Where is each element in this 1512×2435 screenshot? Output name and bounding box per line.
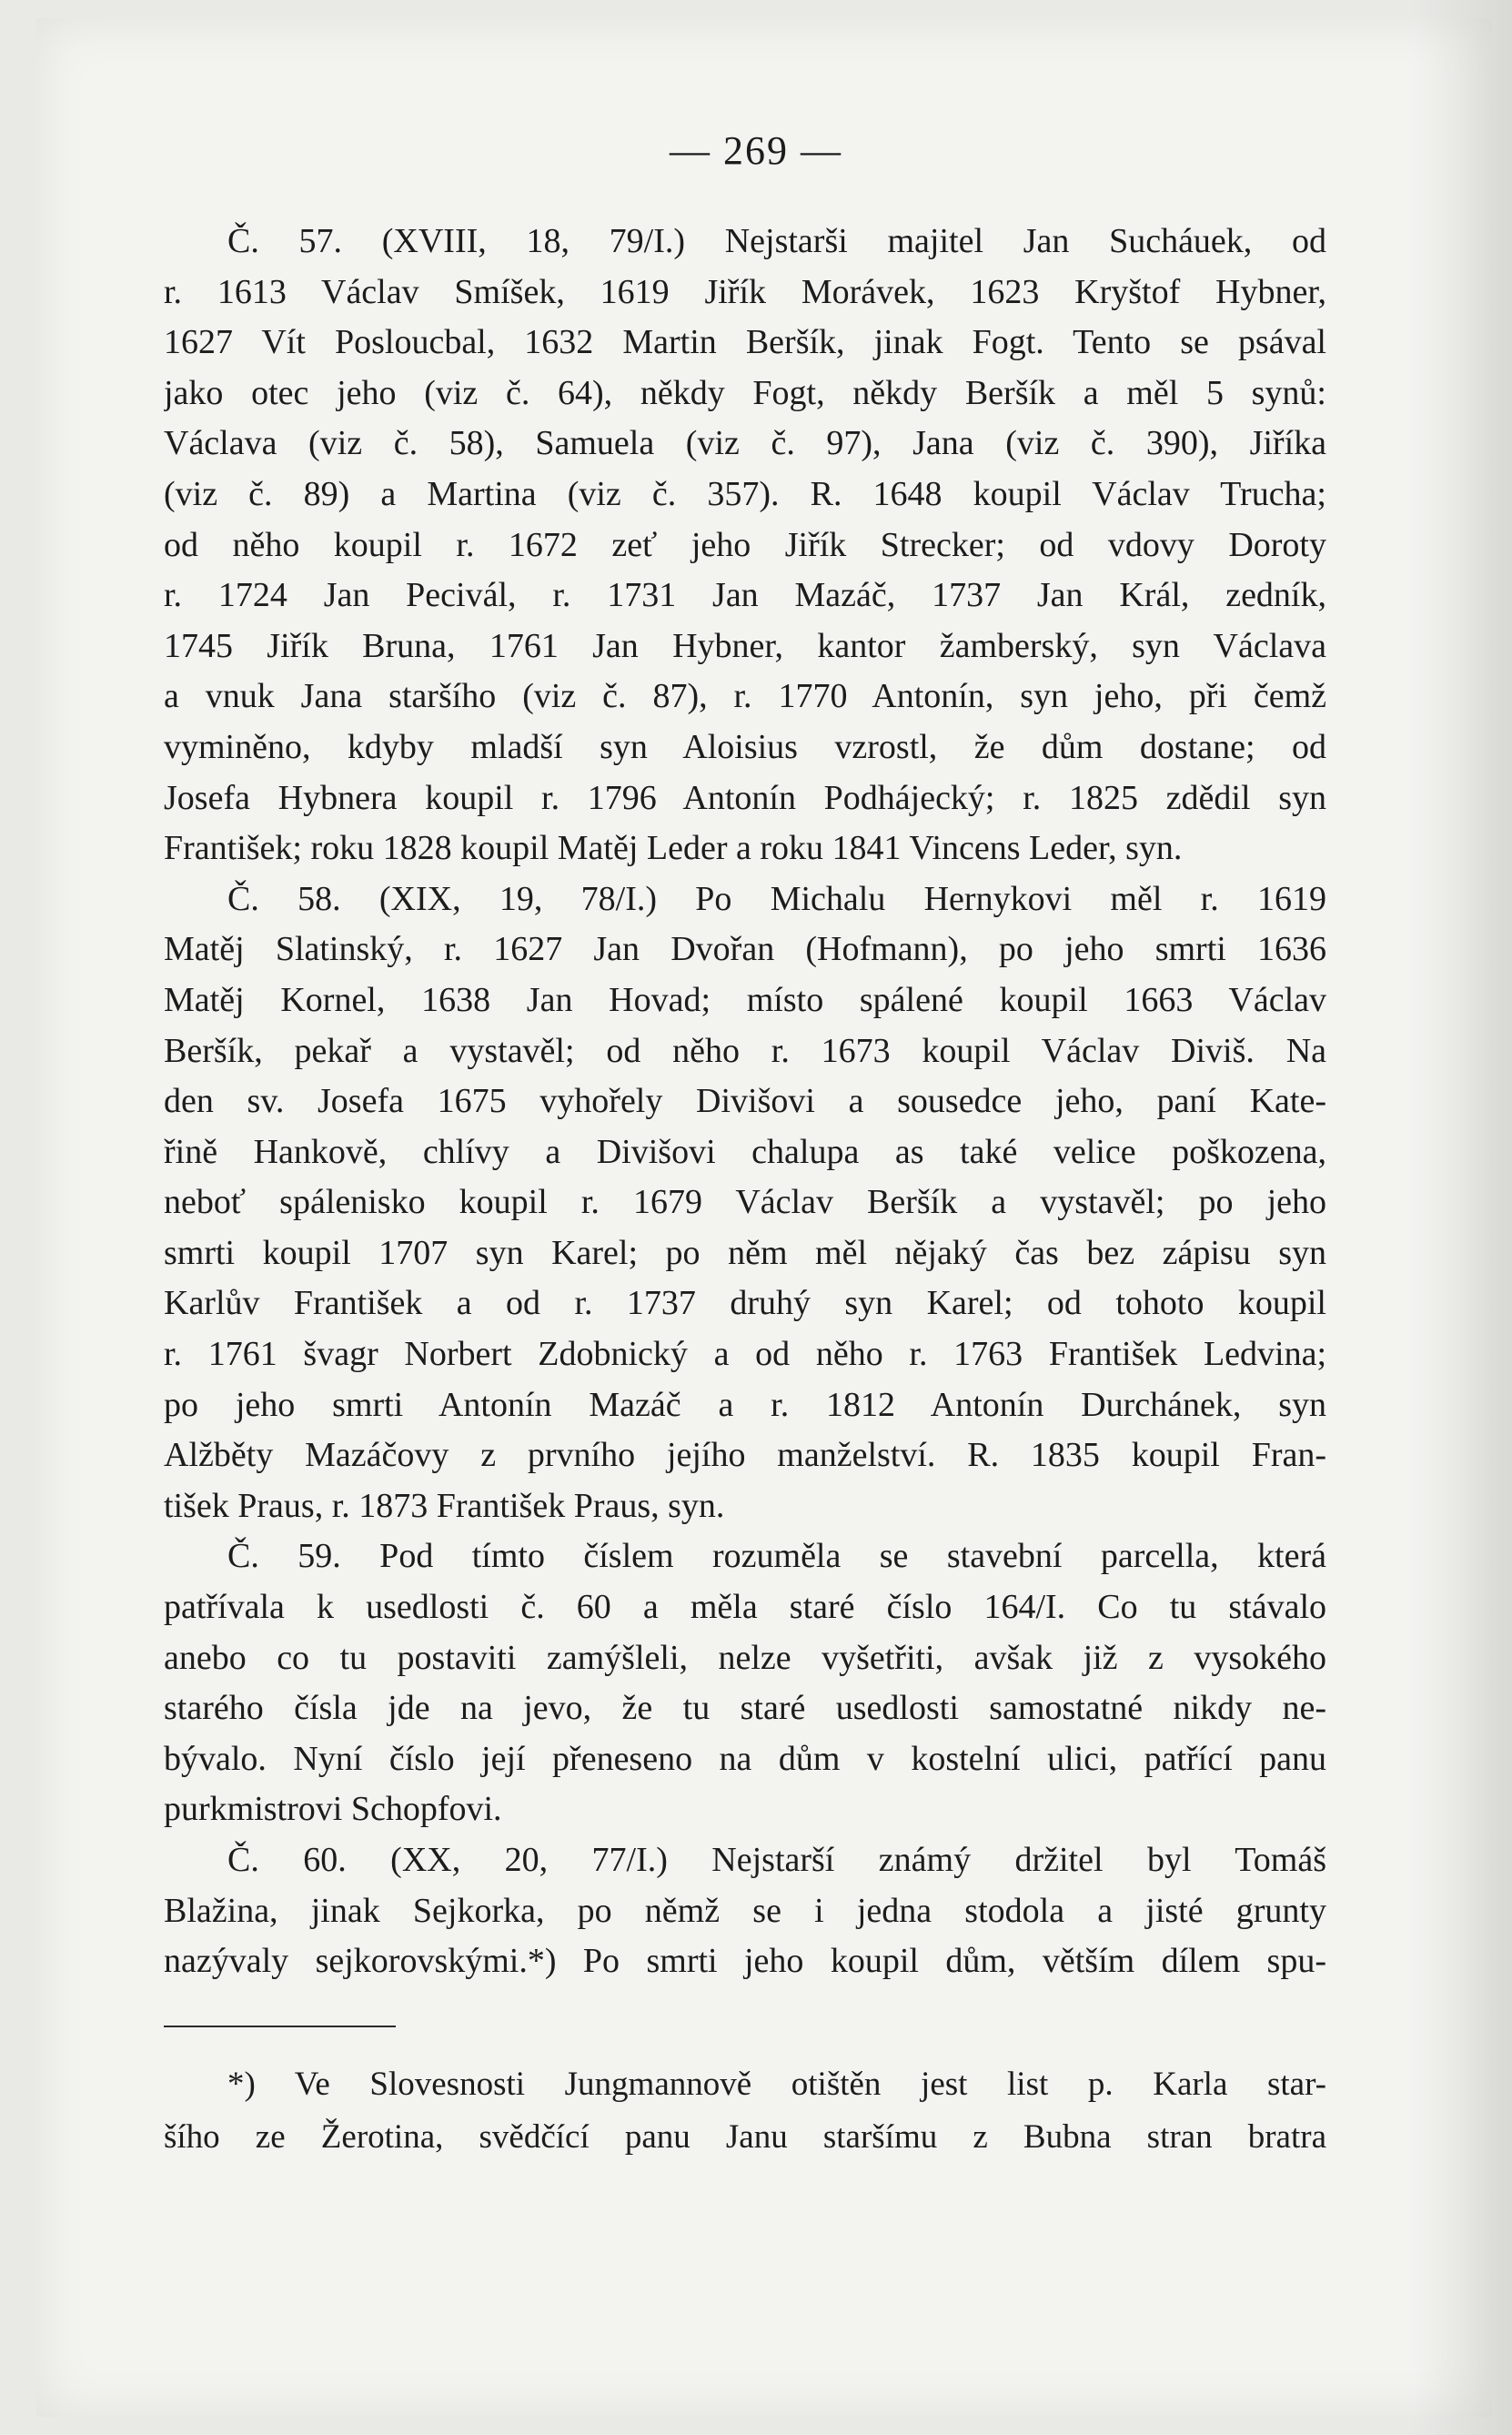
text-line: r. 1724 Jan Pecivál, r. 1731 Jan Mazáč, 1737 Jan Král, zedník, [164, 576, 1326, 615]
text-line: vyminěno, kdyby mladší syn Aloisius vzrostl, že dům dostane; od [164, 727, 1326, 766]
text-line: Beršík, pekař a vystavěl; od něho r. 1673 koupil Václav Diviš. Na [164, 1031, 1326, 1070]
text-line: den sv. Josefa 1675 vyhořely Divišovi a sousedce jeho, paní Kate- [164, 1082, 1326, 1121]
text-line: r. 1613 Václav Smíšek, 1619 Jiřík Morávek, 1623 Kryštof Hybner, [164, 272, 1326, 311]
text-line: Č. 58. (XIX, 19, 78/I.) Po Michalu Hernykovi měl r. 1619 [227, 879, 1326, 918]
text-line: Blažina, jinak Sejkorka, po němž se i jedna stodola a jisté grunty [164, 1891, 1326, 1930]
footnote [164, 2058, 1326, 2164]
text-line: neboť spálenisko koupil r. 1679 Václav Beršík a vystavěl; po jeho [164, 1183, 1326, 1222]
text-line: 1745 Jiřík Bruna, 1761 Jan Hybner, kantor žamberský, syn Václava [164, 626, 1326, 665]
text-line: Matěj Slatinský, r. 1627 Jan Dvořan (Hofmann), po jeho smrti 1636 [164, 930, 1326, 969]
text-line: nazývaly sejkorovskými.*) Po smrti jeho koupil dům, větším dílem spu- [164, 1942, 1326, 1981]
page-edge-shadow [1412, 0, 1512, 2435]
text-line: a vnuk Jana staršího (viz č. 87), r. 1770 Antonín, syn jeho, při čemž [164, 677, 1326, 716]
text-line: (viz č. 89) a Martina (viz č. 357). R. 1648 koupil Václav Trucha; [164, 474, 1326, 513]
text-line: od něho koupil r. 1672 zeť jeho Jiřík Strecker; od vdovy Doroty [164, 525, 1326, 564]
text-line: Č. 60. (XX, 20, 77/I.) Nejstarší známý držitel byl Tomáš [227, 1841, 1326, 1879]
text-line: František; roku 1828 koupil Matěj Leder a roku 1841 Vincens Leder, syn. [164, 829, 1183, 868]
text-line: 1627 Vít Posloucbal, 1632 Martin Beršík, jinak Fogt. Tento se psával [164, 323, 1326, 362]
text-line: řině Hankově, chlívy a Divišovi chalupa as také velice poškozena, [164, 1132, 1326, 1171]
text-line: purkmistrovi Schopfovi. [164, 1790, 502, 1829]
text-line: starého čísla jde na jevo, že tu staré usedlosti samostatné nikdy ne- [164, 1689, 1326, 1728]
footnote-line: *) Ve Slovesnosti Jungmannově otištěn jest list p. Karla star- [227, 2066, 1326, 2103]
text-line: bývalo. Nyní číslo její přeneseno na dům v kostelní ulici, patřící panu [164, 1739, 1326, 1778]
text-line: Alžběty Mazáčovy z prvního jejího manželství. R. 1835 koupil Fran- [164, 1436, 1326, 1475]
text-line: Josefa Hybnera koupil r. 1796 Antonín Podhájecký; r. 1825 zdědil syn [164, 778, 1326, 817]
text-line: r. 1761 švagr Norbert Zdobnický a od něho r. 1763 František Ledvina; [164, 1335, 1326, 1374]
text-line: patřívala k usedlosti č. 60 a měla staré číslo 164/I. Co tu stávalo [164, 1588, 1326, 1627]
text-line: Matěj Kornel, 1638 Jan Hovad; místo spálené koupil 1663 Václav [164, 980, 1326, 1019]
main-text [164, 217, 1326, 1987]
text-line: jako otec jeho (viz č. 64), někdy Fogt, někdy Beršík a měl 5 synů: [164, 373, 1326, 412]
text-line: smrti koupil 1707 syn Karel; po něm měl nějaký čas bez zápisu syn [164, 1233, 1326, 1272]
text-line: Č. 59. Pod tímto číslem rozuměla se stavební parcella, která [227, 1537, 1326, 1576]
page-number: — 269 — [670, 128, 842, 173]
footnote-line: šího ze Žerotina, svědčící panu Janu staršímu z Bubna stran bratra [164, 2118, 1326, 2156]
text-line: tišek Praus, r. 1873 František Praus, syn. [164, 1486, 725, 1525]
text-line: po jeho smrti Antonín Mazáč a r. 1812 Antonín Durchánek, syn [164, 1385, 1326, 1424]
text-line: Václava (viz č. 58), Samuela (viz č. 97), Jana (viz č. 390), Jiříka [164, 424, 1326, 463]
footnote-divider [164, 2026, 396, 2027]
text-line: Č. 57. (XVIII, 18, 79/I.) Nejstarši majitel Jan Sucháuek, od [227, 222, 1326, 260]
text-line: anebo co tu postaviti zamýšleli, nelze vyšetřiti, avšak již z vysokého [164, 1638, 1326, 1677]
text-line: Karlův František a od r. 1737 druhý syn Karel; od tohoto koupil [164, 1284, 1326, 1323]
